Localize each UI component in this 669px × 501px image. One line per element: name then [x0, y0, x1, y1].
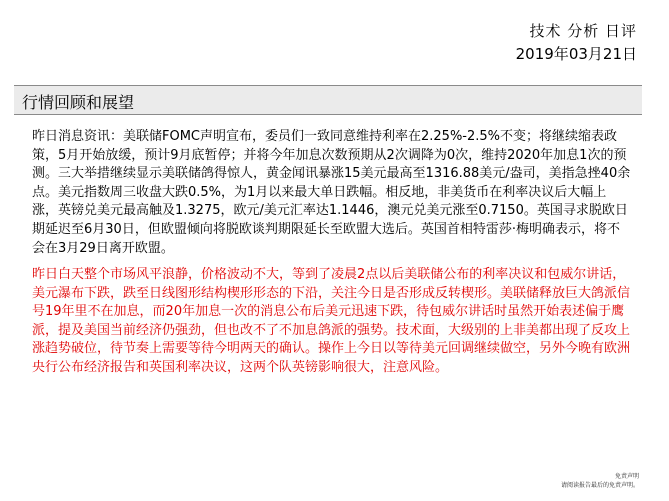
- report-type: 技术 分析 日评: [529, 22, 637, 40]
- section-title: 行情回顾和展望: [22, 93, 135, 112]
- disclaimer-text: 请阅读报告最后的免责声明。: [560, 482, 639, 489]
- report-date: 2019年03月21日: [515, 45, 637, 63]
- news-paragraph: 昨日消息资讯：美联储FOMC声明宣布，委员们一致同意维持利率在2.25%-2.5%不变；将继续缩表政策，5月开始放缓，预计9月底暂停；并将今年加息次数预期从2次调降为0次，维持2020年加息1次的预测。三大举措继续显示美联储鸽得惊人，黄金闻讯暴涨15美元最高至1316.88美元/盎司，美指急挫40余点。美元指数周三收盘大跌0.5%，为1月以来最大单日跌幅。相反地，非美货币在利率决议后大幅上涨，英镑兑美元最高触及1.3275，欧元/美元汇率达1.1446，澳元兑美元涨至0.7150。英国寻求脱欧日期延迟至6月30日，但欧盟倾向将脱欧谈判期限延长至欧盟大选后。英国首相特雷莎·梅明确表示，将不会在3月29日离开欧盟。: [32, 129, 631, 256]
- disclaimer-title: 免责声明: [614, 473, 639, 480]
- analysis-paragraph: 昨日白天整个市场风平浪静，价格波动不大，等到了凌晨2点以后美联储公布的利率决议和包威尔讲话，美元瀑布下跌，跌至日线图形结构楔形形态的下沿，关注今日是否形成反转楔形。美联储释放巨大鸽派信号19年里不在加息，而20年加息一次的消息公布后美元迅速下跌，待包威尔讲话时虽然开始表述偏于鹰派，提及美国当前经济仍强劲，但也改不了不加息鸽派的强势。技术面，大级别的上非美都出现了反攻上涨趋势破位，待节奏上需要等待今明两天的确认。操作上今日以等待美元回调继续做空，另外今晚有欧洲央行公布经济报告和英国利率决议，这两个队英镑影响很大，注意风险。: [32, 267, 631, 375]
- disclaimer: [561, 472, 639, 490]
- section-header: [14, 85, 642, 115]
